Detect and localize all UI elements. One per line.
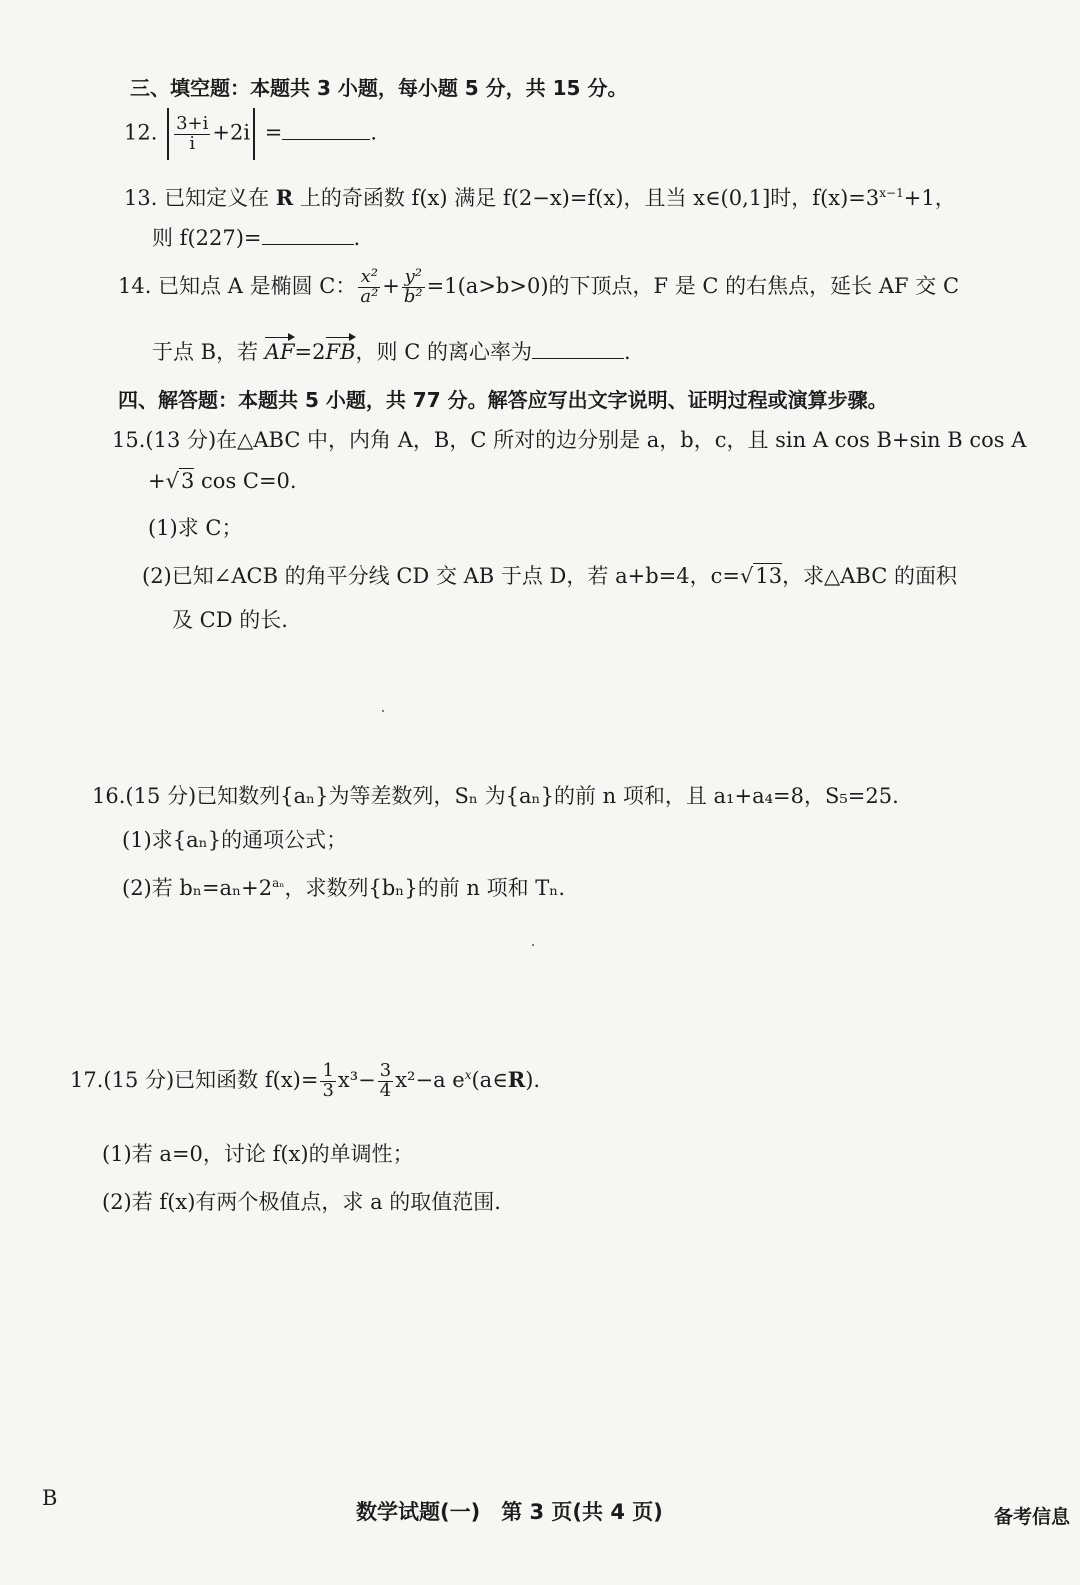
text: =2	[294, 340, 326, 364]
text: ).	[525, 1067, 541, 1092]
fraction-numerator: x²	[358, 268, 380, 288]
question-15-line-2	[148, 468, 297, 493]
text: cos C=0.	[194, 469, 297, 493]
text: +1，	[903, 186, 956, 210]
text: (2)已知∠ACB 的角平分线 CD 交 AB 于点 D，若 a+b=4，c=√	[142, 564, 754, 588]
sqrt-radicand: 13	[755, 564, 783, 588]
text: +√	[148, 469, 179, 493]
exponent: x	[464, 1067, 472, 1082]
watermark-text: 备考信息	[994, 1506, 1071, 1528]
text: 于点 B，若	[152, 340, 265, 364]
text: ，求△ABC 的面积	[782, 564, 957, 588]
section-4-header: 四、解答题：本题共 5 小题，共 77 分。解答应写出文字说明、证明过程或演算步骤。	[118, 388, 888, 412]
fraction-denominator: 4	[379, 1079, 392, 1101]
fraction-numerator: 3+i	[176, 112, 209, 134]
question-17-part-1: (1)若 a=0，讨论 f(x)的单调性；	[102, 1142, 414, 1166]
fraction-three-quarters	[378, 1062, 393, 1101]
text: x²−a e	[395, 1067, 465, 1092]
fraction-denominator: a²	[360, 285, 379, 307]
fraction	[174, 112, 210, 154]
real-set-symbol: R	[507, 1066, 526, 1092]
text: 14. 已知点 A 是椭圆 C：	[118, 273, 357, 298]
expression-tail: +2i	[212, 120, 251, 145]
fraction-numerator: y²	[402, 268, 425, 288]
abs-bar-left	[167, 108, 169, 160]
fraction-y	[402, 268, 425, 307]
plus-sign: +	[382, 273, 400, 298]
text: =1(a>b>0)的下顶点，F 是 C 的右焦点，延长 AF 交 C	[426, 273, 960, 298]
question-15-line-1: 15.(13 分)在△ABC 中，内角 A，B，C 所对的边分别是 a，b，c，且 sin A cos B+sin B cos A	[112, 428, 1027, 452]
question-17-part-2: (2)若 f(x)有两个极值点，求 a 的取值范围.	[102, 1190, 501, 1214]
page-footer: 数学试题(一) 第 3 页(共 4 页)	[356, 1500, 663, 1524]
question-13-line-2: 则 f(227)= .	[152, 226, 361, 250]
exponent: aₙ	[272, 876, 285, 890]
abs-bar-right	[253, 108, 255, 160]
vector-af: AF	[264, 340, 295, 364]
fraction-denominator: i	[189, 132, 196, 154]
equals-sign: =	[264, 120, 283, 145]
question-14-line-1	[118, 268, 959, 307]
fraction-denominator: b²	[403, 285, 423, 307]
answer-blank	[262, 224, 354, 245]
text: (a∈	[471, 1067, 508, 1092]
text: 上的奇函数 f(x) 满足 f(2−x)=f(x)，且当 x∈(0,1]时，f(x)=3	[293, 186, 880, 210]
question-17-line-1	[70, 1062, 540, 1101]
real-set-symbol: R	[275, 185, 294, 210]
question-16-line-1: 16.(15 分)已知数列{aₙ}为等差数列，Sₙ 为{aₙ}的前 n 项和，且 a₁+a₄=8，S₅=25.	[92, 784, 899, 808]
question-13-line-1	[124, 182, 956, 212]
question-15-part-2-line-2: 及 CD 的长.	[172, 608, 288, 632]
text: 17.(15 分)已知函数 f(x)=	[70, 1067, 319, 1092]
vector-fb: FB	[325, 340, 356, 364]
sqrt-radicand: 3	[180, 469, 195, 493]
question-number: 12.	[124, 120, 158, 145]
fraction-numerator: 1	[322, 1060, 334, 1081]
question-12: 12. $\frac{3+i}{i}$ +2i = .	[124, 108, 377, 160]
paper-version-label: B	[42, 1486, 58, 1510]
text: 13. 已知定义在	[124, 186, 276, 210]
speck	[532, 944, 534, 946]
text: ，则 C 的离心率为	[355, 340, 532, 364]
answer-blank	[282, 119, 370, 140]
fraction-x	[358, 268, 380, 307]
exponent: x−1	[879, 186, 904, 200]
text: (2)若 bₙ=aₙ+2	[122, 876, 273, 900]
question-14-line-2: 于点 B，若 AF=2FB，则 C 的离心率为 .	[152, 340, 631, 364]
question-15-part-1: (1)求 C；	[148, 516, 243, 540]
question-16-part-1: (1)求{aₙ}的通项公式；	[122, 828, 348, 852]
text: ，求数列{bₙ}的前 n 项和 Tₙ.	[284, 876, 566, 900]
text: x³−	[337, 1067, 376, 1092]
fraction-numerator: 3	[379, 1060, 392, 1081]
answer-blank	[532, 338, 624, 359]
text: 则 f(227)=	[152, 226, 262, 250]
section-3-header: 三、填空题：本题共 3 小题，每小题 5 分，共 15 分。	[130, 76, 628, 100]
fraction-one-third	[320, 1062, 335, 1101]
question-16-part-2	[122, 872, 565, 902]
fraction-denominator: 3	[322, 1079, 334, 1101]
speck	[382, 710, 384, 712]
question-15-part-2	[142, 560, 957, 590]
